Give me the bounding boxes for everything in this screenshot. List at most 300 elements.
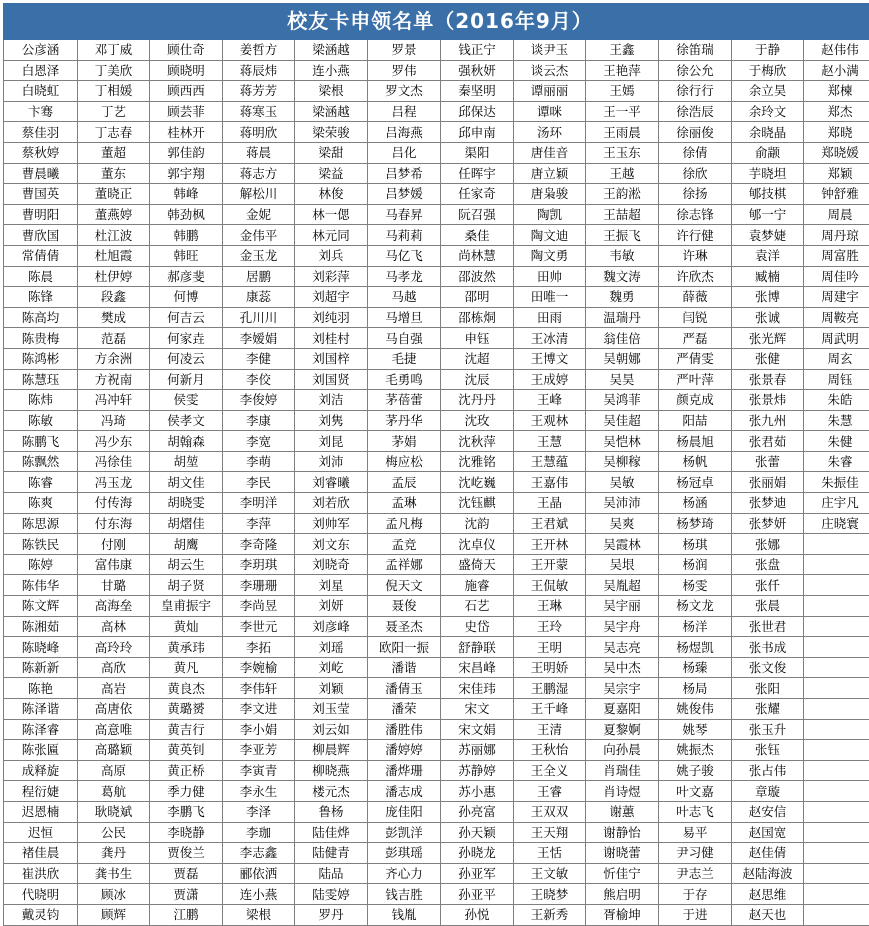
name-cell: 许行健 — [659, 225, 732, 246]
name-cell: 茅蓓蕾 — [368, 390, 441, 411]
name-cell: 王秋怡 — [514, 740, 586, 761]
name-cell: 刘睿曦 — [295, 472, 368, 493]
name-cell: 周钰 — [804, 369, 869, 390]
name-cell: 徐扬 — [659, 184, 732, 205]
name-cell: 张光辉 — [732, 328, 804, 349]
table-row — [4, 142, 869, 163]
name-cell: 张蕾 — [732, 451, 804, 472]
name-cell: 李亚芳 — [223, 740, 295, 761]
table-row — [4, 740, 869, 761]
name-cell: 杨晨旭 — [659, 431, 732, 452]
name-cell: 褚佳晨 — [4, 843, 78, 864]
name-cell: 叶志飞 — [659, 801, 732, 822]
name-cell: 罗伟 — [368, 60, 441, 81]
name-cell: 彭凯洋 — [368, 822, 441, 843]
name-cell: 李伟轩 — [223, 678, 295, 699]
name-cell: 石艺 — [441, 596, 514, 617]
name-cell: 富伟康 — [78, 554, 150, 575]
name-cell: 杜旭霞 — [78, 245, 150, 266]
name-cell: 尹志兰 — [659, 863, 732, 884]
name-cell: 李佼 — [223, 369, 295, 390]
table-row — [4, 431, 869, 452]
name-cell: 周玄 — [804, 348, 869, 369]
name-cell: 庄宇凡 — [804, 493, 869, 514]
name-cell: 孙晓龙 — [441, 843, 514, 864]
name-cell: 黄凡 — [150, 657, 223, 678]
name-cell: 马自强 — [368, 328, 441, 349]
name-cell: 谭咪 — [514, 101, 586, 122]
name-cell: 陈睿 — [4, 472, 78, 493]
name-cell: 公彦涵 — [4, 40, 78, 61]
name-cell: 吴志亮 — [586, 637, 659, 658]
name-cell: 陈湘茹 — [4, 616, 78, 637]
name-cell: 孟竞 — [368, 534, 441, 555]
name-cell: 周晨 — [804, 204, 869, 225]
name-cell: 卞骞 — [4, 101, 78, 122]
name-cell: 张梦迪 — [732, 493, 804, 514]
name-cell: 朱振佳 — [804, 472, 869, 493]
name-cell: 唐枭骏 — [514, 184, 586, 205]
name-cell: 刘国梓 — [295, 348, 368, 369]
name-cell: 陆雯婷 — [295, 884, 368, 905]
name-cell: 倪天文 — [368, 575, 441, 596]
name-cell: 陈新新 — [4, 657, 78, 678]
name-cell: 方余洲 — [78, 348, 150, 369]
name-cell: 陶文迪 — [514, 225, 586, 246]
name-cell: 孟祥娜 — [368, 554, 441, 575]
name-cell: 林一偲 — [295, 204, 368, 225]
name-cell: 康蕊 — [223, 287, 295, 308]
name-cell: 杨臻 — [659, 657, 732, 678]
table-row — [4, 493, 869, 514]
name-cell: 郑晓媛 — [804, 142, 869, 163]
name-cell: 陶凯 — [514, 204, 586, 225]
table-row — [4, 81, 869, 102]
name-cell: 孙亚平 — [441, 884, 514, 905]
name-cell: 贾俊兰 — [150, 843, 223, 864]
name-cell: 韩劲枫 — [150, 204, 223, 225]
name-cell: 梁甜 — [295, 142, 368, 163]
name-cell: 秦坚明 — [441, 81, 514, 102]
name-cell: 张占伟 — [732, 760, 804, 781]
name-cell: 王峰 — [514, 390, 586, 411]
name-cell: 罗文杰 — [368, 81, 441, 102]
table-row — [4, 699, 869, 720]
name-cell: 王艳萍 — [586, 60, 659, 81]
name-cell: 侯孝文 — [150, 410, 223, 431]
name-cell: 陈泽谐 — [4, 699, 78, 720]
name-cell: 李嫒娟 — [223, 328, 295, 349]
table-row — [4, 554, 869, 575]
name-cell: 何家垚 — [150, 328, 223, 349]
name-cell: 史岱 — [441, 616, 514, 637]
name-cell: 郑晓 — [804, 122, 869, 143]
name-cell: 潘倩玉 — [368, 678, 441, 699]
name-cell: 丁艺 — [78, 101, 150, 122]
name-cell: 胡云生 — [150, 554, 223, 575]
name-cell: 梁益 — [295, 163, 368, 184]
name-cell: 崔洪欣 — [4, 863, 78, 884]
name-cell: 白恩泽 — [4, 60, 78, 81]
name-cell: 丁相媛 — [78, 81, 150, 102]
name-cell: 冯玉龙 — [78, 472, 150, 493]
table-row — [4, 266, 869, 287]
name-cell: 姚子骏 — [659, 760, 732, 781]
name-cell: 郦依洒 — [223, 863, 295, 884]
name-cell: 陈爽 — [4, 493, 78, 514]
name-cell: 柳晨辉 — [295, 740, 368, 761]
name-cell: 肖诗煜 — [586, 781, 659, 802]
name-cell: 林元同 — [295, 225, 368, 246]
name-cell: 高唐依 — [78, 699, 150, 720]
name-cell: 赵国宽 — [732, 822, 804, 843]
name-cell: 王双双 — [514, 801, 586, 822]
name-cell: 李奇隆 — [223, 534, 295, 555]
name-cell: 施睿 — [441, 575, 514, 596]
name-cell: 吕化 — [368, 142, 441, 163]
name-cell: 王成婷 — [514, 369, 586, 390]
table-row — [4, 801, 869, 822]
name-cell: 毛勇鸣 — [368, 369, 441, 390]
name-cell: 徐行行 — [659, 81, 732, 102]
name-cell: 孙悦 — [441, 904, 514, 925]
name-cell: 方祝南 — [78, 369, 150, 390]
name-cell: 张诚 — [732, 307, 804, 328]
name-cell: 唐佳音 — [514, 142, 586, 163]
name-cell: 李小娟 — [223, 719, 295, 740]
name-cell: 刘若欣 — [295, 493, 368, 514]
name-cell: 孙亚军 — [441, 863, 514, 884]
name-cell: 杨冠卓 — [659, 472, 732, 493]
name-cell: 蒋辰炜 — [223, 60, 295, 81]
name-cell: 张景春 — [732, 369, 804, 390]
name-cell: 王振飞 — [586, 225, 659, 246]
name-cell: 郝彦斐 — [150, 266, 223, 287]
name-cell: 潘胜伟 — [368, 719, 441, 740]
name-cell: 刘桂村 — [295, 328, 368, 349]
name-cell — [804, 637, 869, 658]
name-cell: 王恬 — [514, 843, 586, 864]
name-cell: 常倩倩 — [4, 245, 78, 266]
name-cell: 韩峰 — [150, 184, 223, 205]
name-cell — [804, 822, 869, 843]
table-row — [4, 760, 869, 781]
name-cell: 陈慧珏 — [4, 369, 78, 390]
name-cell: 陈文辉 — [4, 596, 78, 617]
name-cell: 刘妍 — [295, 596, 368, 617]
name-cell: 刘超宇 — [295, 287, 368, 308]
name-cell: 沈秋萍 — [441, 431, 514, 452]
name-cell: 钱吉胜 — [368, 884, 441, 905]
name-cell: 张梦妍 — [732, 513, 804, 534]
name-cell — [804, 904, 869, 925]
name-cell — [804, 657, 869, 678]
name-cell: 周武明 — [804, 328, 869, 349]
name-cell: 张九州 — [732, 410, 804, 431]
name-cell: 王新秀 — [514, 904, 586, 925]
name-cell: 刘玉莹 — [295, 699, 368, 720]
name-cell: 王文敏 — [514, 863, 586, 884]
name-cell: 梁根 — [295, 81, 368, 102]
name-cell: 李健 — [223, 348, 295, 369]
name-cell: 谈尹玉 — [514, 40, 586, 61]
name-cell: 董超 — [78, 142, 150, 163]
name-cell: 袁梦婕 — [732, 225, 804, 246]
name-cell: 曹明阳 — [4, 204, 78, 225]
name-cell: 翁佳倍 — [586, 328, 659, 349]
name-cell: 李民 — [223, 472, 295, 493]
name-cell: 李文进 — [223, 699, 295, 720]
name-cell: 楼元杰 — [295, 781, 368, 802]
name-cell: 赵伟伟 — [804, 40, 869, 61]
name-cell: 张晨 — [732, 596, 804, 617]
name-cell: 代晓明 — [4, 884, 78, 905]
name-cell: 刘晓奇 — [295, 554, 368, 575]
name-cell: 徐浩辰 — [659, 101, 732, 122]
name-cell: 易平 — [659, 822, 732, 843]
name-cell: 黄璐赟 — [150, 699, 223, 720]
name-cell: 王君斌 — [514, 513, 586, 534]
name-cell: 杨帆 — [659, 451, 732, 472]
name-cell: 唐立颖 — [514, 163, 586, 184]
name-cell: 胡翰森 — [150, 431, 223, 452]
table-row — [4, 369, 869, 390]
name-cell: 黄灿 — [150, 616, 223, 637]
name-cell: 李康 — [223, 410, 295, 431]
name-cell: 蒋芳芳 — [223, 81, 295, 102]
name-cell: 余玲文 — [732, 101, 804, 122]
name-cell: 张书成 — [732, 637, 804, 658]
name-cell: 杨局 — [659, 678, 732, 699]
table-row — [4, 575, 869, 596]
name-cell: 袁洋 — [732, 245, 804, 266]
name-cell: 严叶萍 — [659, 369, 732, 390]
name-cell: 尹习健 — [659, 843, 732, 864]
name-cell: 丁美欣 — [78, 60, 150, 81]
name-cell: 迟恒 — [4, 822, 78, 843]
name-cell: 杨润 — [659, 554, 732, 575]
name-cell: 陶文勇 — [514, 245, 586, 266]
name-cell: 熊启明 — [586, 884, 659, 905]
name-cell: 吴宇丽 — [586, 596, 659, 617]
name-cell: 李鹏飞 — [150, 801, 223, 822]
name-cell: 茅丹华 — [368, 410, 441, 431]
name-cell: 阮召强 — [441, 204, 514, 225]
name-cell: 孟凡梅 — [368, 513, 441, 534]
name-cell: 潘婷婷 — [368, 740, 441, 761]
name-cell: 王鑫 — [586, 40, 659, 61]
name-cell: 于静 — [732, 40, 804, 61]
name-cell: 王全义 — [514, 760, 586, 781]
name-cell: 余晓晶 — [732, 122, 804, 143]
name-cell: 顾芸菲 — [150, 101, 223, 122]
name-cell: 李永生 — [223, 781, 295, 802]
name-cell: 姚俊伟 — [659, 699, 732, 720]
name-cell: 于梅欣 — [732, 60, 804, 81]
name-cell: 庄晓寰 — [804, 513, 869, 534]
name-cell: 王玲 — [514, 616, 586, 637]
name-cell: 高林 — [78, 616, 150, 637]
name-cell: 黄正桥 — [150, 760, 223, 781]
table-row — [4, 637, 869, 658]
name-cell: 李俊婷 — [223, 390, 295, 411]
name-cell: 王鹏湿 — [514, 678, 586, 699]
name-cell: 赵天也 — [732, 904, 804, 925]
name-cell: 连小燕 — [295, 60, 368, 81]
name-cell: 沈屹巍 — [441, 472, 514, 493]
name-cell: 王清 — [514, 719, 586, 740]
table-row — [4, 390, 869, 411]
name-cell: 刘星 — [295, 575, 368, 596]
name-cell: 贾磊 — [150, 863, 223, 884]
name-cell: 蒋寒玉 — [223, 101, 295, 122]
table-row — [4, 410, 869, 431]
table-row — [4, 657, 869, 678]
name-cell — [804, 740, 869, 761]
name-cell: 梁荣骏 — [295, 122, 368, 143]
name-cell: 姚琴 — [659, 719, 732, 740]
name-cell: 杨琪 — [659, 534, 732, 555]
name-cell: 赵陆海波 — [732, 863, 804, 884]
name-cell: 王慧蕴 — [514, 451, 586, 472]
name-cell: 顾辉 — [78, 904, 150, 925]
table-row — [4, 40, 869, 61]
name-cell: 张景炜 — [732, 390, 804, 411]
name-cell: 李宽 — [223, 431, 295, 452]
name-cell: 张仟 — [732, 575, 804, 596]
name-cell: 朱慧 — [804, 410, 869, 431]
table-row — [4, 513, 869, 534]
name-cell: 黄良杰 — [150, 678, 223, 699]
name-cell: 申钰 — [441, 328, 514, 349]
name-cell: 俞颛 — [732, 142, 804, 163]
table-row — [4, 348, 869, 369]
table-row — [4, 678, 869, 699]
name-cell: 王喆超 — [586, 204, 659, 225]
table-row — [4, 101, 869, 122]
name-cell: 苏静婷 — [441, 760, 514, 781]
name-cell: 忻佳宁 — [586, 863, 659, 884]
name-cell: 李玥琪 — [223, 554, 295, 575]
name-cell: 付刚 — [78, 534, 150, 555]
name-cell: 李世元 — [223, 616, 295, 637]
name-cell: 严倩雯 — [659, 348, 732, 369]
name-cell: 曹欣国 — [4, 225, 78, 246]
name-cell: 韦敏 — [586, 245, 659, 266]
name-cell: 邵明 — [441, 287, 514, 308]
name-cell: 郇技棋 — [732, 184, 804, 205]
name-cell: 刘颖 — [295, 678, 368, 699]
table-row — [4, 616, 869, 637]
name-cell: 赵小满 — [804, 60, 869, 81]
name-cell: 齐心力 — [368, 863, 441, 884]
name-cell: 谢晓蕾 — [586, 843, 659, 864]
name-cell: 李萌 — [223, 451, 295, 472]
name-cell: 徐欣 — [659, 163, 732, 184]
name-cell: 金玉龙 — [223, 245, 295, 266]
name-cell: 刘云如 — [295, 719, 368, 740]
name-cell: 邵栋烔 — [441, 307, 514, 328]
name-cell: 马莉莉 — [368, 225, 441, 246]
name-cell: 冯冲轩 — [78, 390, 150, 411]
name-cell: 金妮 — [223, 204, 295, 225]
name-cell: 吴霞林 — [586, 534, 659, 555]
name-cell: 段鑫 — [78, 287, 150, 308]
name-cell: 王博文 — [514, 348, 586, 369]
name-cell: 张博 — [732, 287, 804, 308]
name-cell: 颜克成 — [659, 390, 732, 411]
name-cell: 陈思源 — [4, 513, 78, 534]
name-cell: 黄吉行 — [150, 719, 223, 740]
name-cell: 沈超 — [441, 348, 514, 369]
name-cell: 董燕婷 — [78, 204, 150, 225]
name-cell: 贾潇 — [150, 884, 223, 905]
name-cell: 连小燕 — [223, 884, 295, 905]
name-cell: 夏黎婀 — [586, 719, 659, 740]
name-cell: 谢蕙 — [586, 801, 659, 822]
name-cell: 叶文嘉 — [659, 781, 732, 802]
name-cell: 张玉升 — [732, 719, 804, 740]
name-cell: 陈鹏飞 — [4, 431, 78, 452]
name-cell: 徐倩 — [659, 142, 732, 163]
name-cell: 许琳 — [659, 245, 732, 266]
name-cell: 潘志成 — [368, 781, 441, 802]
name-cell: 马增旦 — [368, 307, 441, 328]
name-cell: 张盘 — [732, 554, 804, 575]
name-cell: 宋文娟 — [441, 719, 514, 740]
name-cell: 严磊 — [659, 328, 732, 349]
name-cell: 吴昊 — [586, 369, 659, 390]
name-cell: 何凌云 — [150, 348, 223, 369]
name-cell: 杨洋 — [659, 616, 732, 637]
name-cell: 顾晓明 — [150, 60, 223, 81]
name-cell: 王明 — [514, 637, 586, 658]
name-cell: 黄英钊 — [150, 740, 223, 761]
name-cell: 张娜 — [732, 534, 804, 555]
name-cell: 孔川川 — [223, 307, 295, 328]
name-cell: 王开林 — [514, 534, 586, 555]
name-cell: 吴鸿菲 — [586, 390, 659, 411]
name-cell: 杜江波 — [78, 225, 150, 246]
name-cell: 曹晨曦 — [4, 163, 78, 184]
name-cell: 田唯一 — [514, 287, 586, 308]
name-cell: 孟琳 — [368, 493, 441, 514]
name-cell: 于进 — [659, 904, 732, 925]
name-cell: 丁志春 — [78, 122, 150, 143]
name-cell: 吕程 — [368, 101, 441, 122]
name-cell: 蔡佳羽 — [4, 122, 78, 143]
name-cell: 杜伊婷 — [78, 266, 150, 287]
name-cell: 公民 — [78, 822, 150, 843]
name-cell: 陈铁民 — [4, 534, 78, 555]
name-cell: 聂圣杰 — [368, 616, 441, 637]
name-cell: 吴朝娜 — [586, 348, 659, 369]
name-cell: 杨雯 — [659, 575, 732, 596]
name-cell: 张耀 — [732, 699, 804, 720]
name-cell: 鲁杨 — [295, 801, 368, 822]
name-cell: 甘璐 — [78, 575, 150, 596]
name-cell: 李婉榆 — [223, 657, 295, 678]
name-cell: 李明洋 — [223, 493, 295, 514]
table-title: 校友卡申领名单（2016年9月） — [4, 4, 869, 40]
name-cell: 邱保达 — [441, 101, 514, 122]
name-cell: 胡熠佳 — [150, 513, 223, 534]
name-cell: 陈婷 — [4, 554, 78, 575]
table-row — [4, 884, 869, 905]
name-cell: 彭琪瑶 — [368, 843, 441, 864]
name-cell: 何博 — [150, 287, 223, 308]
table-row — [4, 863, 869, 884]
